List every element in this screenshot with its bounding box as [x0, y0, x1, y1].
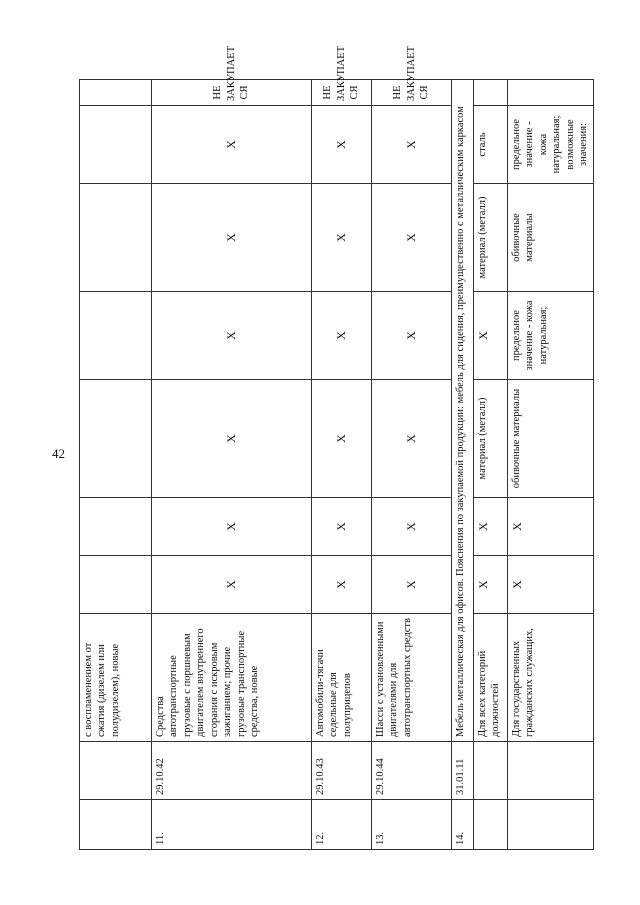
cell-empty	[508, 80, 594, 106]
cell-mark: X	[152, 292, 312, 380]
okpd-code: 29.10.43	[312, 742, 372, 800]
cell-mark	[80, 80, 152, 106]
cell-mark: X	[372, 106, 452, 184]
characteristic-material: материал (металл)	[474, 184, 508, 292]
characteristic-value: сталь	[474, 106, 508, 184]
row-number: 13.	[372, 800, 452, 850]
row-number	[474, 800, 508, 850]
product-name: Шасси с установленными двигателями для автотранспортных средств	[372, 614, 452, 742]
position-category: Для всех категорий должностей	[474, 614, 508, 742]
table-row	[372, 80, 452, 850]
page-number: 42	[52, 446, 65, 461]
cell-mark	[80, 292, 152, 380]
cell-mark	[80, 106, 152, 184]
product-name: с воспламенением от сжатия (дизелем или полудизелем), новые	[80, 614, 152, 742]
procurement-table	[79, 45, 594, 850]
row-number: 14.	[452, 800, 474, 850]
characteristic-material: материал (металл)	[474, 380, 508, 498]
characteristic-material: обивочные материалы	[508, 184, 594, 292]
cell-mark	[80, 380, 152, 498]
characteristic-limit: предельное значение - кожа натуральная; возможные значения:	[508, 106, 594, 184]
product-name: Автомобили-тягачи седельные для полуприцепов	[312, 614, 372, 742]
position-category: Для государственных гражданских служащих,	[508, 614, 594, 742]
cell-mark: X	[152, 106, 312, 184]
okpd-code	[80, 742, 152, 800]
table-row	[508, 80, 594, 850]
okpd-code: 29.10.42	[152, 742, 312, 800]
cell-mark: X	[372, 498, 452, 556]
okpd-code	[508, 742, 594, 800]
cell-mark: X	[474, 292, 508, 380]
cell-empty	[474, 80, 508, 106]
row-number: 11.	[152, 800, 312, 850]
cell-mark: X	[372, 556, 452, 614]
cell-mark: X	[152, 498, 312, 556]
cell-mark: X	[372, 184, 452, 292]
cell-mark: X	[152, 380, 312, 498]
cell-mark: X	[508, 498, 594, 556]
product-name: Средства автотранспортные грузовые с поршневым двигателем внутреннего сгорания с искровым зажиганием; прочие грузовые транспортные средства, новые	[152, 614, 312, 742]
row-number	[80, 800, 152, 850]
row-number: 12.	[312, 800, 372, 850]
cell-mark: X	[312, 292, 372, 380]
characteristic-material: обивочные материалы	[508, 380, 594, 498]
okpd-code: 29.10.44	[372, 742, 452, 800]
cell-mark: X	[508, 556, 594, 614]
cell-mark	[80, 556, 152, 614]
cell-mark: X	[474, 498, 508, 556]
okpd-code	[474, 742, 508, 800]
table-row	[474, 80, 508, 850]
cell-mark: X	[474, 556, 508, 614]
cell-mark: X	[152, 184, 312, 292]
cell-mark: X	[372, 380, 452, 498]
characteristic-limit: предельное значение - кожа натуральная;	[508, 292, 594, 380]
table-row	[152, 80, 312, 850]
table-row	[80, 80, 152, 850]
not-purchased-note: НЕ ЗАКУПАЕТ СЯ	[152, 80, 312, 106]
table-row	[312, 80, 372, 850]
not-purchased-note: НЕ ЗАКУПАЕТ СЯ	[312, 80, 372, 106]
cell-mark: X	[312, 556, 372, 614]
row-number	[508, 800, 594, 850]
cell-mark: X	[372, 292, 452, 380]
cell-mark: X	[312, 380, 372, 498]
cell-mark	[80, 498, 152, 556]
not-purchased-note: НЕ ЗАКУПАЕТ СЯ	[372, 80, 452, 106]
section-description: Мебель металлическая для офисов. Пояснения по закупаемой продукции: мебель для сидения, преимущественно с металлическим каркасом	[452, 80, 474, 742]
cell-mark: X	[312, 106, 372, 184]
okpd-code: 31.01.11	[452, 742, 474, 800]
table-wrapper	[79, 45, 590, 850]
cell-mark	[80, 184, 152, 292]
cell-mark: X	[312, 498, 372, 556]
cell-mark: X	[152, 556, 312, 614]
cell-mark: X	[312, 184, 372, 292]
section-row	[452, 80, 474, 850]
